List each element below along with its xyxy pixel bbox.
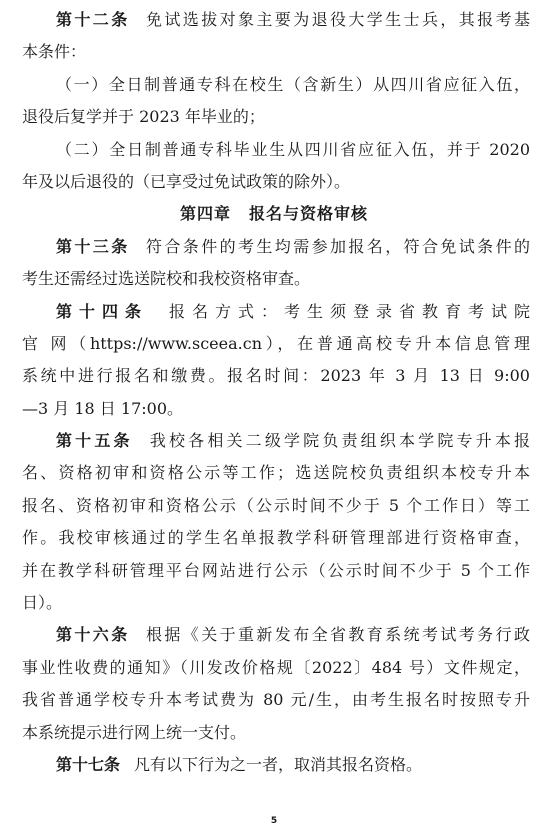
article-14-line-3: 系统中进行报名和缴费。报名时间：2023 年 3 月 13 日 9:00 (22, 366, 530, 386)
article-14-line-2: 官 网（https://www.sceea.cn），在普通高校专升本信息管理 (22, 333, 530, 353)
article-13-line-2: 考生还需经过选送院校和我校资格审查。 (22, 269, 311, 289)
article-13-line-1: 第十三条 符合条件的考生均需参加报名，符合免试条件的 (56, 236, 530, 256)
article-17-line-1: 第十七条 凡有以下行为之一者，取消其报名资格。 (56, 754, 423, 774)
document-body (0, 4, 548, 781)
item-1-line-1: （一）全日制普通专科在校生（含新生）从四川省应征入伍， (56, 74, 530, 94)
article-15-line-6: 日）。 (22, 593, 63, 613)
page-number: 5 (270, 816, 278, 826)
article-14-line-1: 第十四条 报名方式：考生须登录省教育考试院 (56, 301, 530, 321)
article-15-line-3: 报名、资格初审和资格公示（公示时间不少于 5 个工作日）等工 (22, 495, 530, 515)
chapter-heading (0, 198, 548, 230)
article-16-line-2: 事业性收费的通知》（川发改价格规〔2022〕484 号）文件规定， (22, 657, 530, 677)
article-14-line-4: —3 月 18 日 17:00。 (22, 398, 183, 418)
item-1-line-2: 退役后复学并于 2023 年毕业的； (22, 107, 265, 127)
chapter-number: 第四章 (179, 204, 231, 224)
item-2-line-1: （二）全日制普通专科毕业生从四川省应征入伍，并于 2020 (56, 139, 530, 159)
article-16-line-1: 第十六条 根据《关于重新发布全省教育系统考试考务行政 (56, 625, 530, 645)
article-15-line-5: 并在教学科研管理平台网站进行公示（公示时间不少于 5 个工作 (22, 560, 530, 580)
article-12-line-2: 本条件： (22, 42, 87, 62)
article-15-line-1: 第十五条 我校各相关二级学院负责组织本学院专升本报 (56, 431, 530, 451)
article-15-label: 第十五条 (56, 431, 133, 451)
article-16-line-4: 本系统提示进行网上统一支付。 (22, 722, 247, 742)
article-15-line-4: 作。我校审核通过的学生名单报教学科研管理部进行资格审查， (22, 528, 530, 548)
article-16-line-3: 我省普通学校专升本考试费为 80 元/生，由考生报名时按照专升 (22, 690, 530, 710)
article-14-label: 第十四条 (56, 301, 148, 321)
article-16-label: 第十六条 (56, 625, 130, 645)
article-13-label: 第十三条 (56, 236, 130, 256)
article-15-line-2: 名、资格初审和资格公示等工作；选送院校负责组织本校专升本 (22, 463, 530, 483)
article-12-line-1: 第十二条 免试选拔对象主要为退役大学生士兵，其报考基 (56, 10, 530, 29)
item-2-line-2: 年及以后退役的（已享受过免试政策的除外）。 (22, 171, 351, 191)
chapter-title: 报名与资格审核 (249, 204, 369, 224)
article-17-label: 第十七条 (56, 754, 121, 774)
article-12-label: 第十二条 (56, 10, 130, 29)
